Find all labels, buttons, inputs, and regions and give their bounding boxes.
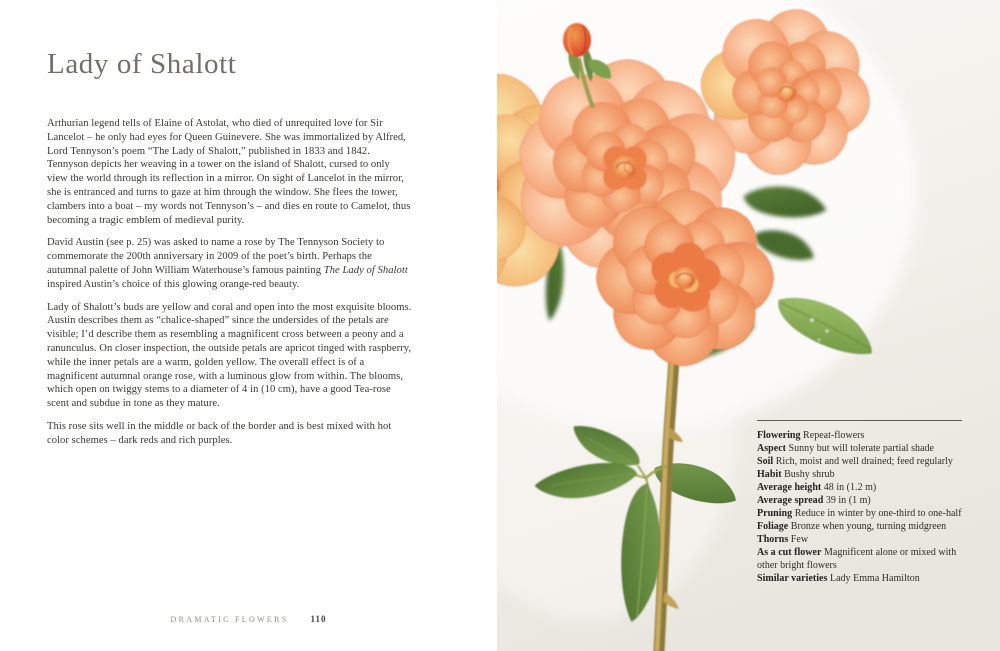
detail-value: Repeat-flowers: [803, 430, 865, 441]
plant-details-panel: [757, 420, 971, 585]
divider-line: [757, 420, 962, 421]
page-right: [497, 0, 1000, 651]
detail-label: Average spread: [757, 495, 824, 506]
detail-value: Few: [790, 534, 809, 545]
detail-value: 48 in (1.2 m): [823, 482, 877, 493]
detail-label: Flowering: [757, 430, 801, 441]
detail-row-foliage: [757, 520, 971, 533]
detail-value: Bushy shrub: [784, 469, 835, 480]
detail-label: Similar varieties: [757, 573, 828, 584]
detail-label: Pruning: [757, 508, 793, 519]
paragraph-garden-advice: This rose sits well in the middle or back of the border and is best mixed with hot color schemes – dark reds and rich purples.: [47, 420, 392, 446]
detail-row-as-a-cut-flower: [757, 546, 971, 572]
detail-row-soil: [757, 455, 971, 468]
paragraph-naming-pre: David Austin (see p. 25) was asked to name a rose by The Tennyson Society to commemorate the 200th anniversary in 2009 of the poet’s birth. Perhaps the autumnal palette of John William Waterhouse’s famous painting: [47, 237, 385, 276]
detail-row-flowering: [757, 429, 971, 442]
detail-label: Aspect: [757, 443, 787, 454]
detail-value: Magnificent alone or mixed with other bright flowers: [757, 547, 957, 571]
page-title: Lady of Shalott: [47, 48, 237, 80]
page-footer: [0, 614, 497, 624]
detail-row-similar-varieties: [757, 572, 971, 585]
detail-label: Average height: [757, 482, 822, 493]
detail-label: Foliage: [757, 521, 789, 532]
paragraph-description: Lady of Shalott’s buds are yellow and coral and open into the most exquisite blooms. Austin describes them as “chalice-shaped” since the undersides of the petals are visible; I’d describe them as resembling a magnificent cross between a peony and a ranunculus. On closer inspection, the outside petals are apricot tinged with raspberry, while the inner petals are a warm, golden yellow. The overall effect is of a magnificent autumnal orange rose, with a luminous glow from within. The blooms, which open on twiggy stems to a diameter of 4 in (10 cm), have a good Tea-rose scent and subdue in tone as they mature.: [47, 301, 412, 410]
painting-title: The Lady of Shalott: [323, 264, 408, 276]
article-text: [47, 117, 413, 457]
detail-label: As a cut flower: [757, 547, 822, 558]
detail-value: Lady Emma Hamilton: [829, 573, 920, 584]
paragraph-legend: Arthurian legend tells of Elaine of Astolat, who died of unrequited love for Sir Lancelot – he only had eyes for Queen Guinevere. She was immortalized by Alfred, Lord Tennyson’s poem “The Lady of Shalott,” published in 1833 and 1842. Tennyson depicts her weaving in a tower on the island of Shalott, cursed to only view the world through its reflection in a mirror. On sight of Lancelot in the mirror, she is entranced and turns to gaze at him through the window. She flees the tower, clambers into a boat – my words not Tennyson’s – and dies en route to Camelot, thus becoming a tragic emblem of medieval purity.: [47, 118, 411, 226]
page-left: [0, 0, 497, 651]
page-number: 110: [310, 614, 327, 624]
detail-value: 39 in (1 m): [825, 495, 871, 506]
detail-value: Rich, moist and well drained; feed regularly: [775, 456, 953, 467]
detail-row-thorns: [757, 533, 971, 546]
detail-row-aspect: [757, 442, 971, 455]
detail-row-habit: [757, 468, 971, 481]
paragraph-naming: [47, 236, 413, 291]
detail-label: Thorns: [757, 534, 789, 545]
detail-label: Soil: [757, 456, 774, 467]
detail-label: Habit: [757, 469, 782, 480]
detail-value: Bronze when young, turning midgreen: [790, 521, 947, 532]
detail-value: Sunny but will tolerate partial shade: [788, 443, 934, 454]
detail-row-pruning: [757, 507, 971, 520]
section-name: DRAMATIC FLOWERS: [170, 615, 289, 624]
detail-value: Reduce in winter by one-third to one-half: [794, 508, 962, 519]
detail-row-average-spread: [757, 494, 971, 507]
paragraph-naming-post: inspired Austin’s choice of this glowing orange-red beauty.: [47, 278, 300, 290]
detail-row-average-height: [757, 481, 971, 494]
